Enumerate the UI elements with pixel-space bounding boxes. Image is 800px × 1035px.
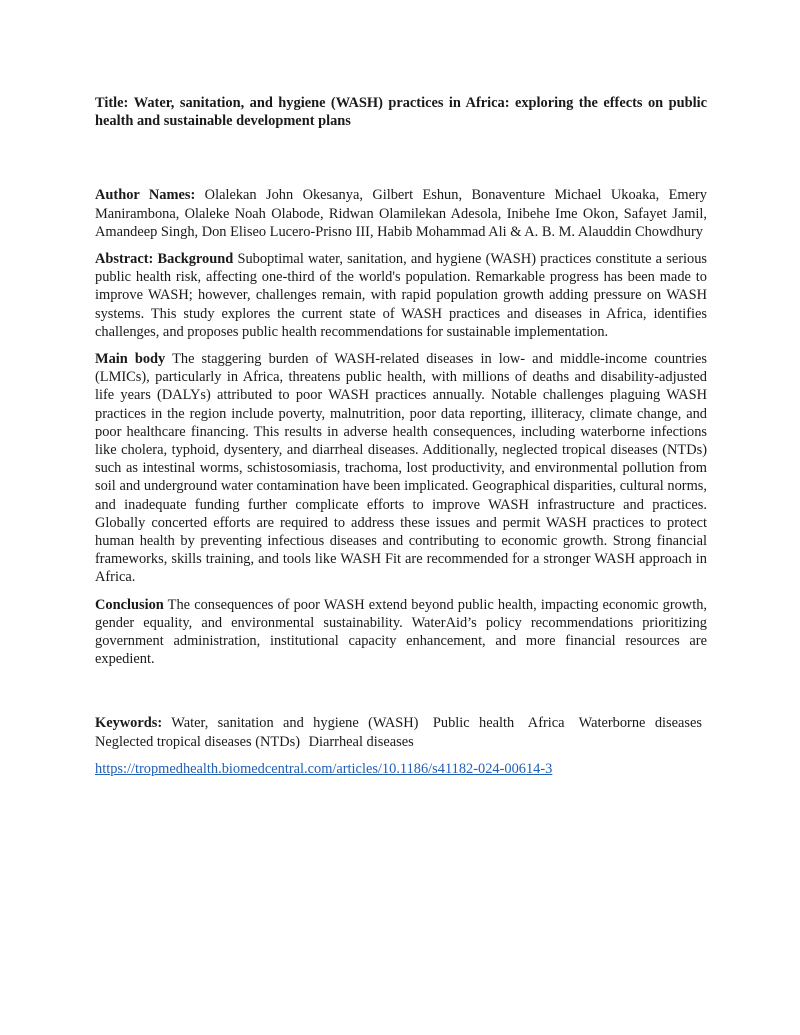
keywords-label: Keywords: [95,715,163,732]
keyword: Public health [432,715,515,732]
title-label: Title: [95,95,129,111]
conclusion-paragraph [95,596,707,669]
authors-paragraph [95,186,707,241]
title-paragraph [95,94,707,130]
conclusion-text: The consequences of poor WASH extend beyond public health, impacting economic growth, gender equality, and environmental sustainability. WaterAid’s policy recommendations prioritizing government administration, institutional capacity enhancement, and more financial resources are expedient. [95,596,707,668]
paper-title: Water, sanitation, and hygiene (WASH) practices in Africa: exploring the effects on public health and sustainable development plans [95,95,707,130]
main-body-text: The staggering burden of WASH-related diseases in low- and middle-income countries (LMICs), particularly in Africa, threatens public health, with millions of deaths and disability-adjusted life years (DALYs) attributed to poor WASH practices annually. Notable challenges plaguing WASH practices in the region include poverty, malnutrition, poor data reporting, illiteracy, climate change, and poor healthcare financing. This results in adverse health consequences, including waterborne infections like cholera, typhoid, dysentery, and diarrheal diseases. Additionally, neglected tropical diseases (NTDs) such as intestinal worms, schistosomiasis, trachoma, lost productivity, and environmental pollution from soil and underground water contamination have been implicated. Geographical disparities, cultural norms, and inadequate funding further complicate efforts to improve WASH infrastructure and practices. Globally concerted efforts are required to address these issues and permit WASH practices to protect human health by preventing infectious diseases and contributing to economic growth. Strong financial frameworks, skills training, and tools like WASH Fit are recommended for a stronger WASH approach in Africa. [95,351,707,586]
document-page [95,94,707,778]
author-names: Olalekan John Okesanya, Gilbert Eshun, Bonaventure Michael Ukoaka, Emery Manirambona, Olaleke Noah Olabode, Ridwan Olamilekan Adesola, Inibehe Ime Okon, Safayet Jamil, Amandeep Singh, Don Eliseo Lucero-Prisno III, Habib Mohammad Ali & A. B. M. Alauddin Chowdhury [95,187,708,240]
abstract-label: Abstract: Background [95,251,234,268]
keyword: Neglected tropical diseases (NTDs) [95,733,300,750]
article-link[interactable]: https://tropmedhealth.biomedcentral.com/articles/10.1186/s41182-024-00614-3 [95,760,553,777]
keywords-paragraph [95,714,707,750]
abstract-paragraph [95,250,707,341]
keyword: Water, sanitation and hygiene (WASH) [171,715,419,732]
conclusion-label: Conclusion [95,596,164,613]
keyword: Waterborne diseases [578,715,702,732]
authors-label: Author Names: [95,187,196,204]
abstract-text: Suboptimal water, sanitation, and hygiene (WASH) practices constitute a serious public health risk, affecting one-third of the world's population. Remarkable progress has been made to improve WASH; however, challenges remain, with rapid population growth adding pressure on WASH systems. This study explores the current state of WASH practices and diseases in Africa, identifies challenges, and proposes public health recommendations for sustainable implementation. [95,251,707,340]
article-link-paragraph [95,760,707,778]
keyword: Diarrheal diseases [308,733,414,750]
main-body-paragraph [95,350,707,587]
keyword: Africa [527,715,565,732]
main-body-label: Main body [95,351,166,368]
